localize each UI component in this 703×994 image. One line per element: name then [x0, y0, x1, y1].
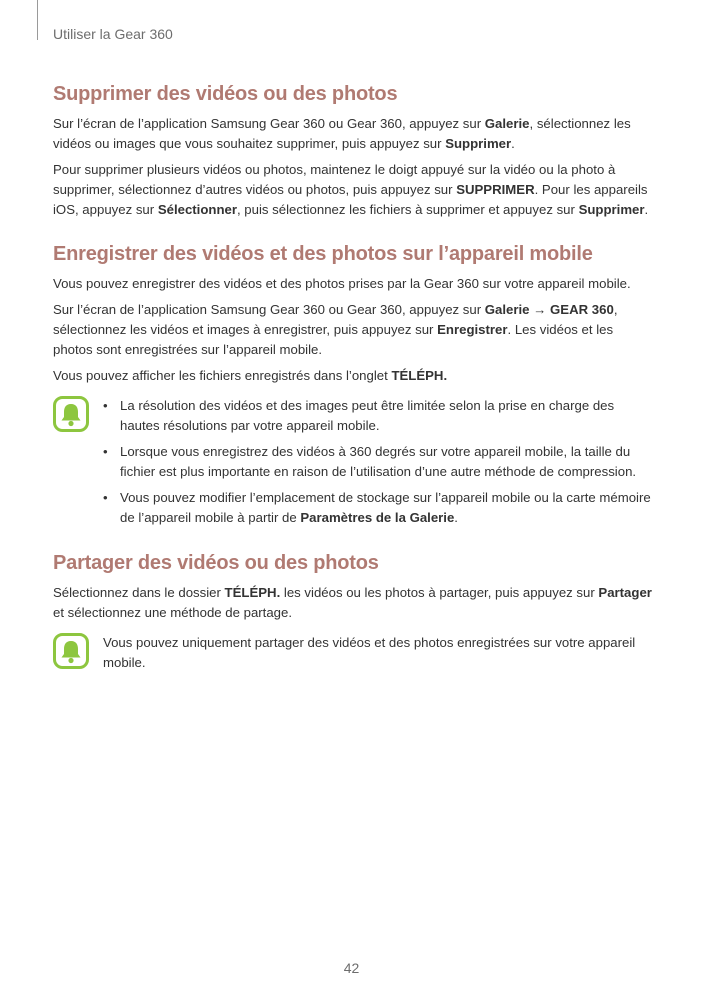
paragraph: Sélectionnez dans le dossier TÉLÉPH. les vidéos ou les photos à partager, puis appuyez sur Partager et sélectionnez une méthode de partage. [53, 585, 652, 620]
page-header: Utiliser la Gear 360 [53, 26, 173, 42]
page-content [53, 83, 653, 673]
section-title-save: Enregistrer des vidéos et des photos sur l’appareil mobile [53, 243, 593, 265]
section-title-share: Partager des vidéos ou des photos [53, 552, 379, 574]
paragraph: Vous pouvez enregistrer des vidéos et des photos prises par la Gear 360 sur votre appareil mobile. [53, 276, 631, 291]
list-item: • Lorsque vous enregistrez des vidéos à 360 degrés sur votre appareil mobile, la taille du fichier est plus importante en raison de l’utilisation d’une autre méthode de compression. [103, 444, 637, 479]
section-save [53, 243, 653, 528]
note-text: Vous pouvez uniquement partager des vidéos et des photos enregistrées sur votre appareil mobile. [103, 635, 636, 670]
paragraph: Vous pouvez afficher les fichiers enregistrés dans l’onglet TÉLÉPH. [53, 368, 448, 383]
header-rule [37, 0, 38, 40]
note-list [103, 396, 653, 528]
paragraph: Sur l’écran de l’application Samsung Gear 360 ou Gear 360, appuyez sur Galerie, sélectionnez les vidéos ou images que vous souhaitez supprimer, puis appuyez sur Supprimer. [53, 116, 631, 151]
page-number: 42 [343, 960, 360, 976]
note-box [53, 396, 653, 528]
section-share [53, 552, 653, 673]
section-delete [53, 83, 653, 220]
bell-icon [53, 633, 89, 669]
note-box [53, 633, 653, 673]
list-item: • La résolution des vidéos et des images peut être limitée selon la prise en charge des hautes résolutions par votre appareil mobile. [103, 398, 615, 433]
section-title-delete: Supprimer des vidéos ou des photos [53, 83, 398, 105]
paragraph: Pour supprimer plusieurs vidéos ou photos, maintenez le doigt appuyé sur la vidéo ou la photo à supprimer, sélectionnez d’autres vidéos ou photos, puis appuyez sur SUPPRIMER. Pour les appareils iOS, appuyez sur Sélectionner, puis sélectionnez les fichiers à supprimer et appuyez sur Supprimer. [53, 162, 649, 217]
paragraph: Sur l’écran de l’application Samsung Gear 360 ou Gear 360, appuyez sur Galerie → GEAR 360, sélectionnez les vidéos et images à enregistrer, puis appuyez sur Enregistrer. Les vidéos et les photos sont enregistrées sur l’appareil mobile. [53, 302, 618, 357]
list-item: • Vous pouvez modifier l’emplacement de stockage sur l’appareil mobile ou la carte mémoire de l’appareil mobile à partir de Paramètres de la Galerie. [103, 490, 651, 525]
bell-icon [53, 396, 89, 432]
